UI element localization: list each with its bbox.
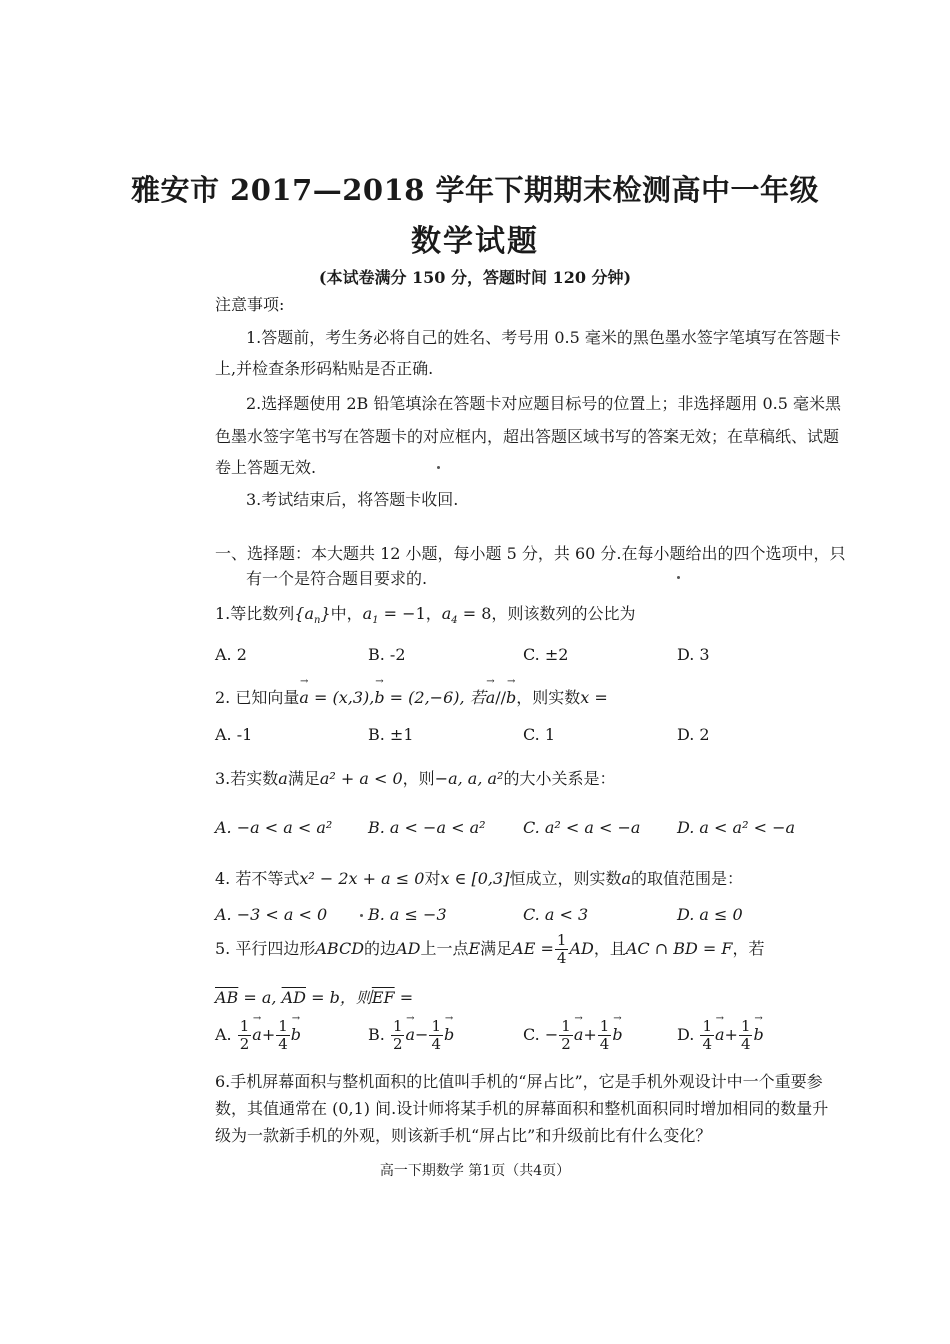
q4-option-a: A. −3 < a < 0: [215, 905, 328, 924]
q2-vector-b2: → b: [506, 688, 516, 707]
q1-option-d: D. 3: [677, 645, 710, 664]
question-5-line2: [215, 985, 413, 1008]
q3-option-b: B. a < −a < a²: [368, 818, 486, 837]
q1-option-b: B. -2: [368, 645, 406, 664]
q3-set: −a, a, a²: [434, 769, 504, 788]
q5-text-f: ，若: [732, 939, 765, 958]
scan-speck: [437, 466, 440, 469]
q2-parallel: //: [495, 688, 507, 707]
q5-text: 5. 平行四边形: [215, 939, 316, 958]
q2-option-b: B. ±1: [368, 725, 414, 744]
q1-text: 等比数列: [230, 604, 295, 623]
note-2-line2: 色墨水签字笔书写在答题卡的对应框内，超出答题区域书写的答案无效；在草稿纸、试题: [215, 427, 840, 446]
q5-ad: AD: [396, 939, 421, 958]
q4-domain: x ∈ [0,3]: [440, 869, 510, 888]
section-heading-cont: 有一个是符合题目要求的.: [246, 569, 428, 588]
q5-vec-ef: $\overline{EF}$: [371, 988, 395, 1007]
q2-option-c: C. 1: [523, 725, 556, 744]
exam-subject: 数学试题: [411, 224, 539, 259]
q2-option-d: D. 2: [677, 725, 710, 744]
q5-text-b: 的边: [364, 939, 397, 958]
q3-var: a: [278, 769, 288, 788]
q4-option-b: B. a ≤ −3: [368, 905, 447, 924]
question-1: [215, 601, 635, 626]
q5-e: E: [468, 939, 481, 958]
q5-vec-ad: $\overline{AD}$: [281, 988, 306, 1007]
q1-option-a: A. 2: [215, 645, 247, 664]
q2-vector-a2: → a: [486, 688, 496, 707]
q1-seq: $\{a_n\}$: [294, 604, 331, 627]
question-4: [215, 866, 743, 889]
q3-text-b: 满足: [287, 769, 320, 788]
q1-text-c: 则该数列的公比为: [507, 604, 636, 623]
q3-option-c: C. a² < a < −a: [523, 818, 641, 837]
q4-var: a: [621, 869, 631, 888]
note-1-line2: 上,并检查条形码粘贴是否正确.: [215, 359, 434, 378]
q5-eq-end: =: [394, 988, 414, 1007]
q1-option-c: C. ±2: [523, 645, 569, 664]
question-2: [215, 685, 608, 708]
q1-number: 1.: [215, 604, 231, 623]
q5-text-e: ，且: [593, 939, 626, 958]
note-3: 3.考试结束后，将答题卡收回.: [246, 490, 459, 509]
q4-text-d: 的取值范围是：: [631, 869, 744, 888]
q4-option-c: C. a < 3: [523, 905, 589, 924]
q5-fraction: $\frac{1}{4}$: [556, 931, 567, 967]
scan-speck: [677, 576, 680, 579]
note-2-line1: 2.选择题使用 2B 铅笔填涂在答题卡对应题目标号的位置上；非选择题用 0.5 毫米黑: [246, 394, 841, 413]
q4-text-b: 对: [424, 869, 441, 888]
q2-var: x: [580, 688, 590, 707]
note-2-line3: 卷上答题无效.: [215, 458, 317, 477]
q1-text-b: 中，: [330, 604, 363, 623]
exam-title: 雅安市 2017—2018 学年下期期末检测高中一年级: [130, 173, 820, 207]
exam-info: (本试卷满分 150 分，答题时间 120 分钟): [318, 268, 632, 287]
q5-eq1: = a,: [238, 988, 282, 1007]
section-heading: 一、选择题：本大题共 12 小题，每小题 5 分，共 60 分.在每小题给出的四个选项中，只: [215, 544, 846, 563]
q3-option-d: D. a < a² < −a: [677, 818, 796, 837]
q5-abcd: ABCD: [315, 939, 365, 958]
q5-option-a: A. $\frac{1}{2}$ → a+ $\frac{1}{4}$ → b: [215, 1018, 301, 1053]
q5-option-c: C. − $\frac{1}{2}$ → a+ $\frac{1}{4}$ → b: [523, 1018, 623, 1053]
q1-cond2-val: = 8，: [457, 604, 508, 623]
q1-cond1-val: = −1，: [378, 604, 442, 623]
page-footer: 高一下期数学 第1页（共4页）: [379, 1163, 571, 1179]
q5-option-b: B. $\frac{1}{2}$ → a− $\frac{1}{4}$ → b: [368, 1018, 454, 1053]
scan-speck: [360, 914, 363, 917]
q2-vector-b: → b: [374, 688, 384, 707]
q3-option-a: A. −a < a < a²: [215, 818, 333, 837]
q4-text-c: 恒成立，则实数: [509, 869, 622, 888]
q2-expr2: = (2,−6), 若: [384, 688, 486, 707]
question-5: [215, 932, 765, 967]
question-6-line3: 级为一款新手机的外观，则该新手机“屏占比”和升级前比有什么变化？: [215, 1126, 712, 1145]
q5-ad2: AD: [569, 939, 594, 958]
question-6-line1: 6.手机屏幕面积与整机面积的比值叫手机的“屏占比”，它是手机外观设计中一个重要参: [215, 1072, 823, 1091]
q5-text-d: 满足: [480, 939, 513, 958]
q1-cond1: $a_1$: [362, 604, 379, 627]
notes-heading: 注意事项:: [215, 295, 285, 314]
question-3: [215, 766, 615, 789]
note-1-line1: 1.答题前，考生务必将自己的姓名、考号用 0.5 毫米的黑色墨水签字笔填写在答题卡: [246, 328, 841, 347]
q2-text: 2. 已知向量: [215, 688, 300, 707]
q1-cond2: $a_4$: [441, 604, 458, 627]
q3-text-c: ，则: [402, 769, 435, 788]
q4-option-d: D. a ≤ 0: [677, 905, 743, 924]
q2-option-a: A. -1: [215, 725, 253, 744]
q3-text: 3.若实数: [215, 769, 279, 788]
q2-text-b: ，则实数: [516, 688, 581, 707]
q2-vector-a: → a: [299, 688, 309, 707]
q5-option-d: D. $\frac{1}{4}$ → a+ $\frac{1}{4}$ → b: [677, 1018, 764, 1053]
q2-expr: = (x,3),: [308, 688, 375, 707]
q5-intersection: AC ∩ BD = F: [625, 939, 733, 958]
q5-vec-ab: $\overline{AB}$: [215, 988, 239, 1007]
question-6-line2: 数，其值通常在 (0,1) 间.设计师将某手机的屏幕面积和整机面积同时增加相同的数量升: [215, 1099, 829, 1118]
q2-eq: =: [589, 688, 608, 707]
q5-eq2: = b，则: [306, 988, 372, 1007]
q3-text-d: 的大小关系是：: [503, 769, 616, 788]
q3-condition: a² + a < 0: [319, 769, 403, 788]
q5-ae: AE =: [512, 939, 554, 958]
q4-inequality: x² − 2x + a ≤ 0: [299, 869, 425, 888]
q4-text: 4. 若不等式: [215, 869, 300, 888]
q5-text-c: 上一点: [420, 939, 469, 958]
